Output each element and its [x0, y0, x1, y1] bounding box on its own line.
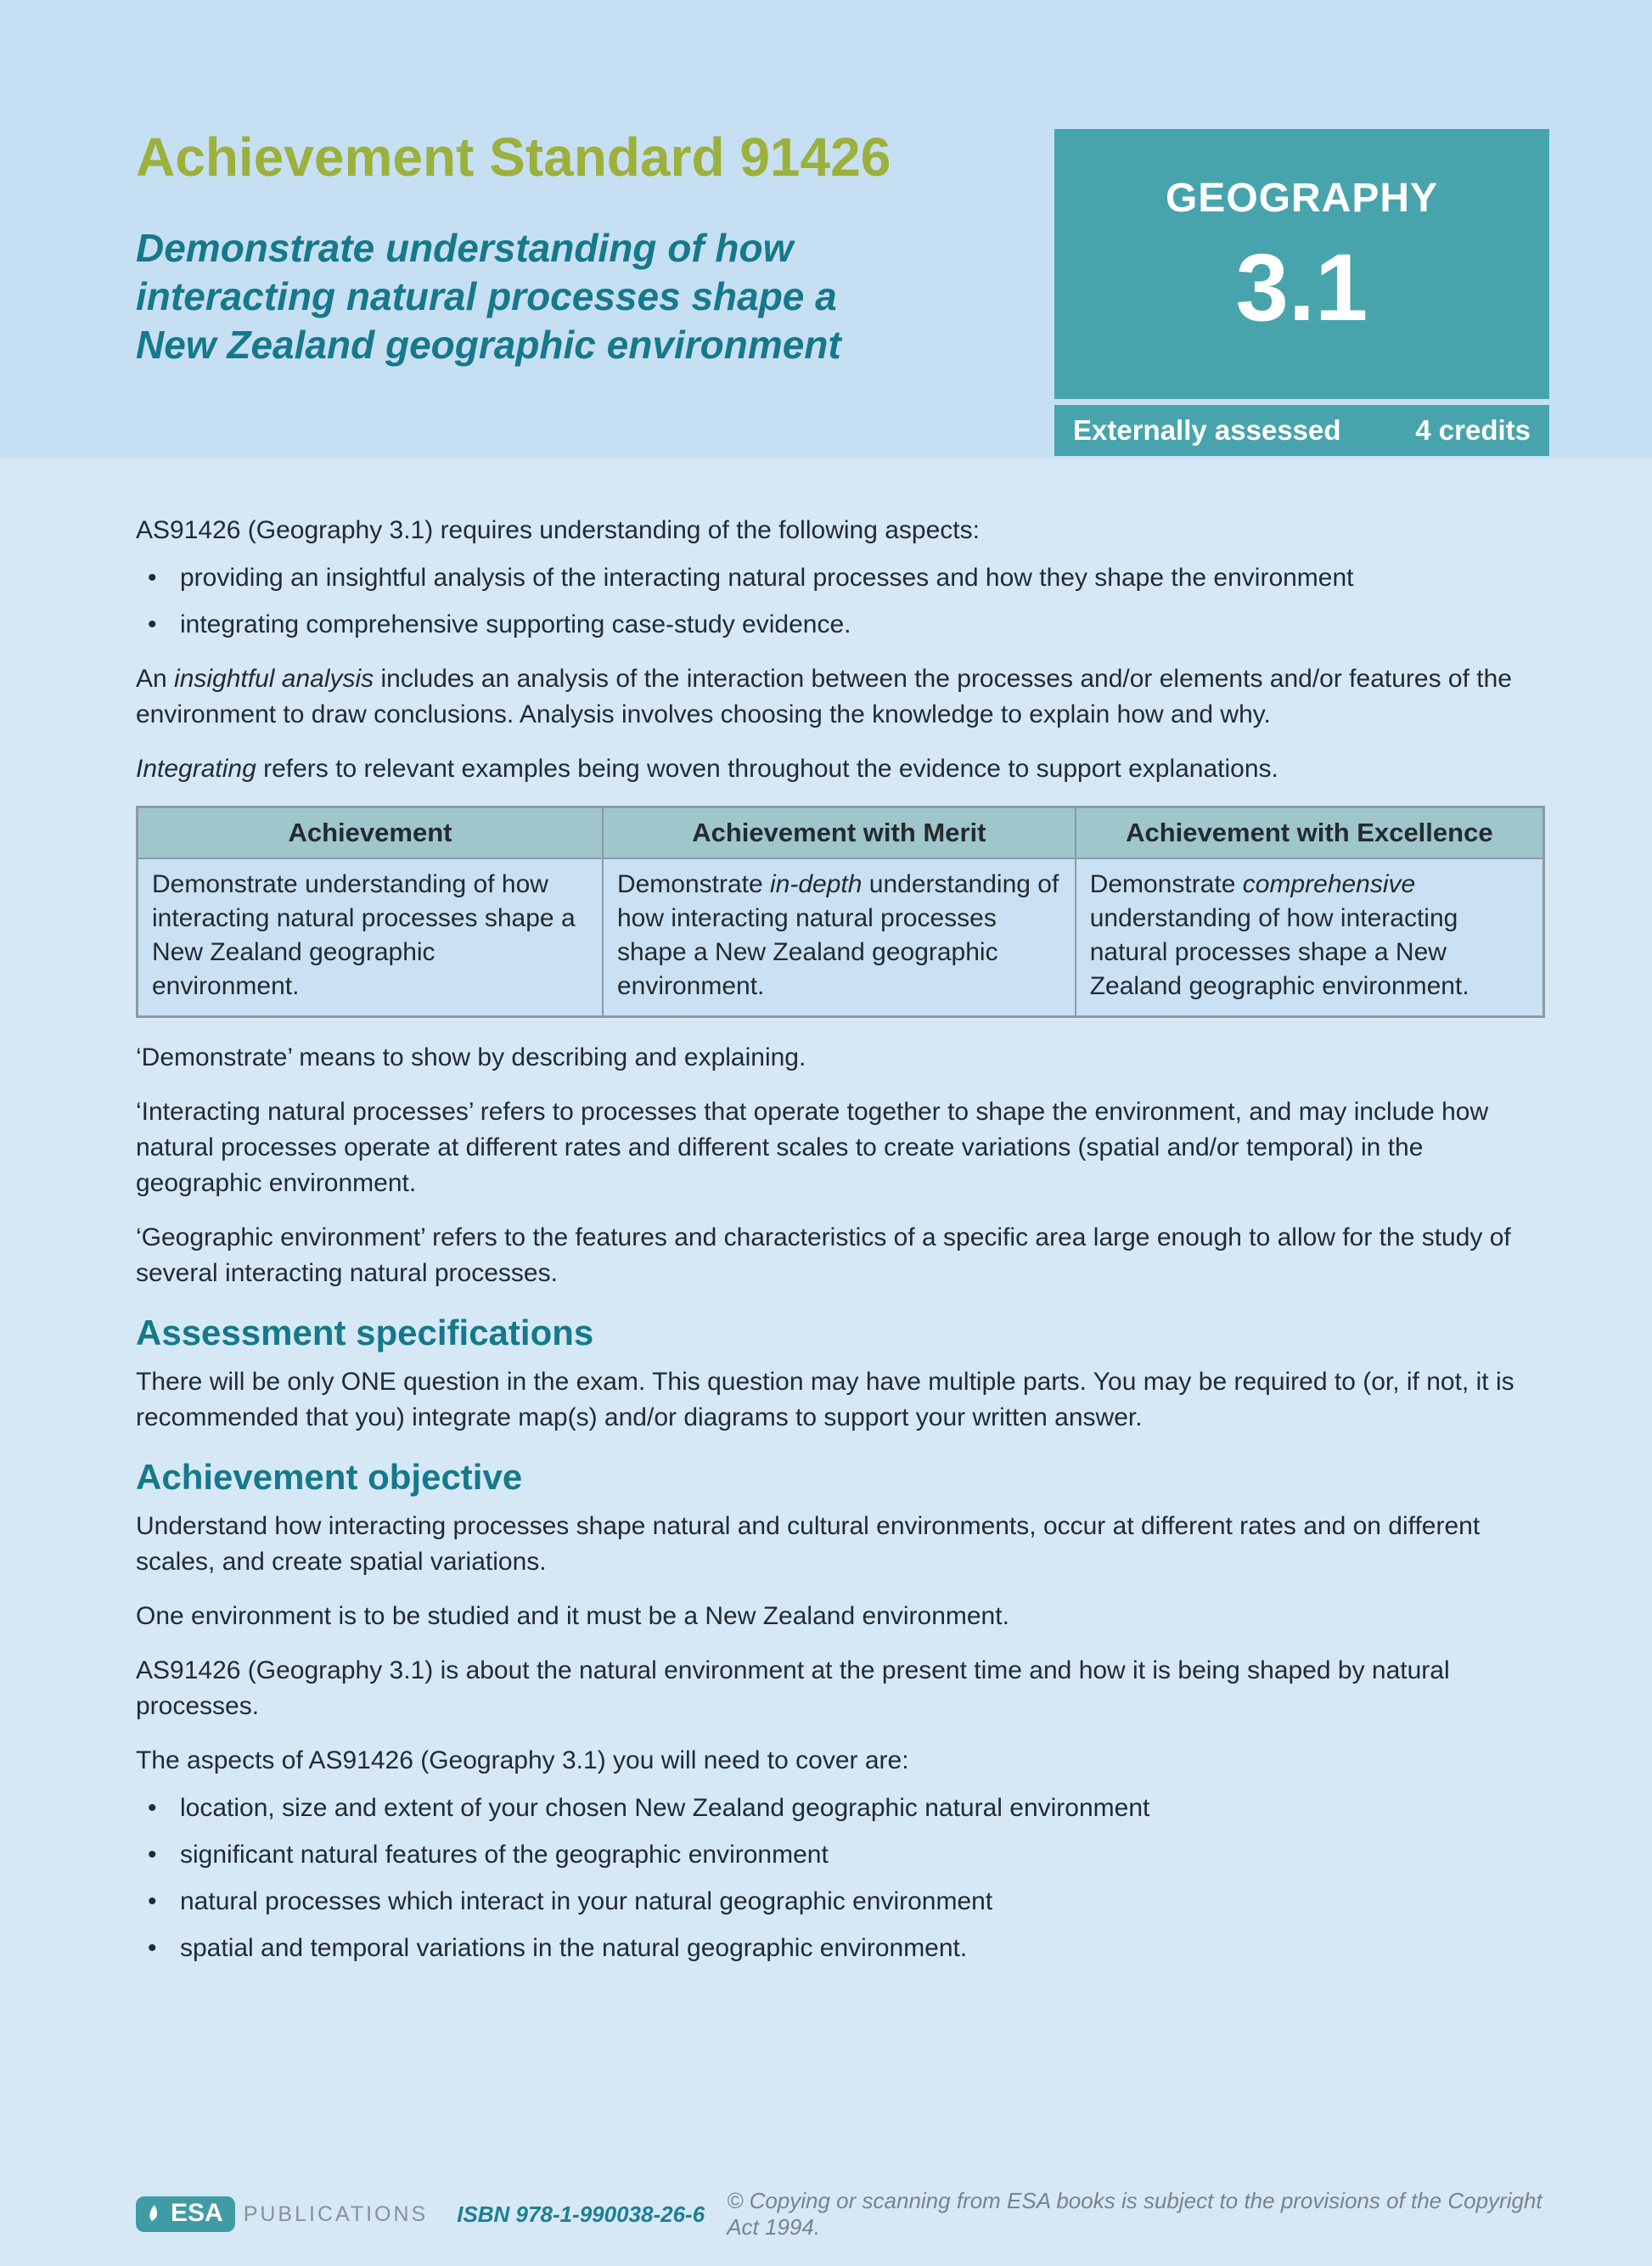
page-footer [136, 2188, 1545, 2241]
table-cell-excellence: Demonstrate comprehensive understanding of how interacting natural processes shape a New Zealand geographic environment. [1076, 858, 1544, 1017]
table-row [138, 858, 1544, 1017]
section-heading-assessment-specifications: Assessment specifications [136, 1313, 594, 1352]
achievement-criteria-table [136, 806, 1545, 1018]
leaf-icon [144, 2203, 165, 2224]
intro-lead-paragraph: AS91426 (Geography 3.1) requires understanding of the following aspects: [136, 516, 980, 544]
badge-subject-label: GEOGRAPHY [1165, 176, 1439, 221]
subject-badge-strip [1054, 405, 1549, 456]
badge-assessment-label: Externally assessed [1073, 414, 1341, 446]
page-title: Achievement Standard 91426 [136, 127, 891, 188]
esa-logo [136, 2196, 235, 2232]
table-header-achievement: Achievement [138, 807, 603, 859]
objective-paragraph: The aspects of AS91426 (Geography 3.1) you will need to cover are: [136, 1746, 909, 1774]
subtitle-line: Demonstrate understanding of how [136, 226, 794, 270]
subject-badge [1054, 129, 1549, 456]
subtitle-line: interacting natural processes shape a [136, 274, 837, 318]
list-item: • providing an insightful analysis of the interacting natural processes and how they shape the environment [136, 560, 1545, 596]
isbn-text: ISBN 978-1-990038-26-6 [457, 2201, 705, 2227]
definition-paragraph: ‘Demonstrate’ means to show by describing and explaining. [136, 1043, 806, 1071]
assessment-specifications-paragraph: There will be only ONE question in the exam. This question may have multiple parts. You may be required to (or, if not, it is recommended that you) integrate map(s) and/or diagrams to support your written answer. [136, 1368, 1514, 1431]
objective-paragraph: One environment is to be studied and it must be a New Zealand environment. [136, 1602, 1009, 1630]
subject-badge-main [1054, 129, 1549, 399]
list-item: • spatial and temporal variations in the natural geographic environment. [136, 1931, 1545, 1966]
subtitle-line: New Zealand geographic environment [136, 323, 841, 367]
table-header-merit: Achievement with Merit [603, 807, 1076, 859]
objective-paragraph: AS91426 (Geography 3.1) is about the natural environment at the present time and how it is being shaped by natural processes. [136, 1656, 1450, 1720]
insightful-analysis-paragraph: An insightful analysis includes an analysis of the interaction between the processes and/or elements and/or features of the environment to draw conclusions. Analysis involves choosing the knowledge to explain how and why. [136, 665, 1512, 728]
badge-standard-number: 3.1 [1235, 234, 1368, 340]
document-body [0, 458, 1652, 1966]
coverage-aspects-list [136, 1791, 1545, 1966]
integrating-paragraph: Integrating refers to relevant examples being woven throughout the evidence to support explanations. [136, 755, 1278, 783]
section-heading-achievement-objective: Achievement objective [136, 1457, 523, 1497]
list-item: • integrating comprehensive supporting case-study evidence. [136, 607, 1545, 643]
copyright-text: © Copying or scanning from ESA books is subject to the provisions of the Copyright Act 1994. [727, 2188, 1542, 2240]
list-item: • natural processes which interact in your natural geographic environment [136, 1884, 1545, 1920]
header-band [0, 0, 1652, 458]
table-cell-achievement: Demonstrate understanding of how interacting natural processes shape a New Zealand geographic environment. [138, 858, 603, 1017]
esa-logo-text: ESA [171, 2199, 223, 2227]
aspects-list [136, 560, 1545, 643]
badge-credits-label: 4 credits [1415, 414, 1531, 446]
list-item: • significant natural features of the geographic environment [136, 1837, 1545, 1873]
objective-paragraph: Understand how interacting processes shape natural and cultural environments, occur at different rates and on different scales, and create spatial variations. [136, 1512, 1481, 1576]
list-item: • location, size and extent of your chosen New Zealand geographic natural environment [136, 1791, 1545, 1826]
definition-paragraph: ‘Geographic environment’ refers to the features and characteristics of a specific area large enough to allow for the study of several interacting natural processes. [136, 1223, 1511, 1287]
definition-paragraph: ‘Interacting natural processes’ refers to processes that operate together to shape the environment, and may include how natural processes operate at different rates and different scales to create variations (spatial and/or temporal) in the geographic environment. [136, 1098, 1489, 1197]
table-header-row [138, 807, 1544, 859]
publications-label: PUBLICATIONS [243, 2201, 429, 2226]
table-cell-merit: Demonstrate in-depth understanding of how interacting natural processes shape a New Zealand geographic environment. [603, 858, 1076, 1017]
table-header-excellence: Achievement with Excellence [1076, 807, 1544, 859]
